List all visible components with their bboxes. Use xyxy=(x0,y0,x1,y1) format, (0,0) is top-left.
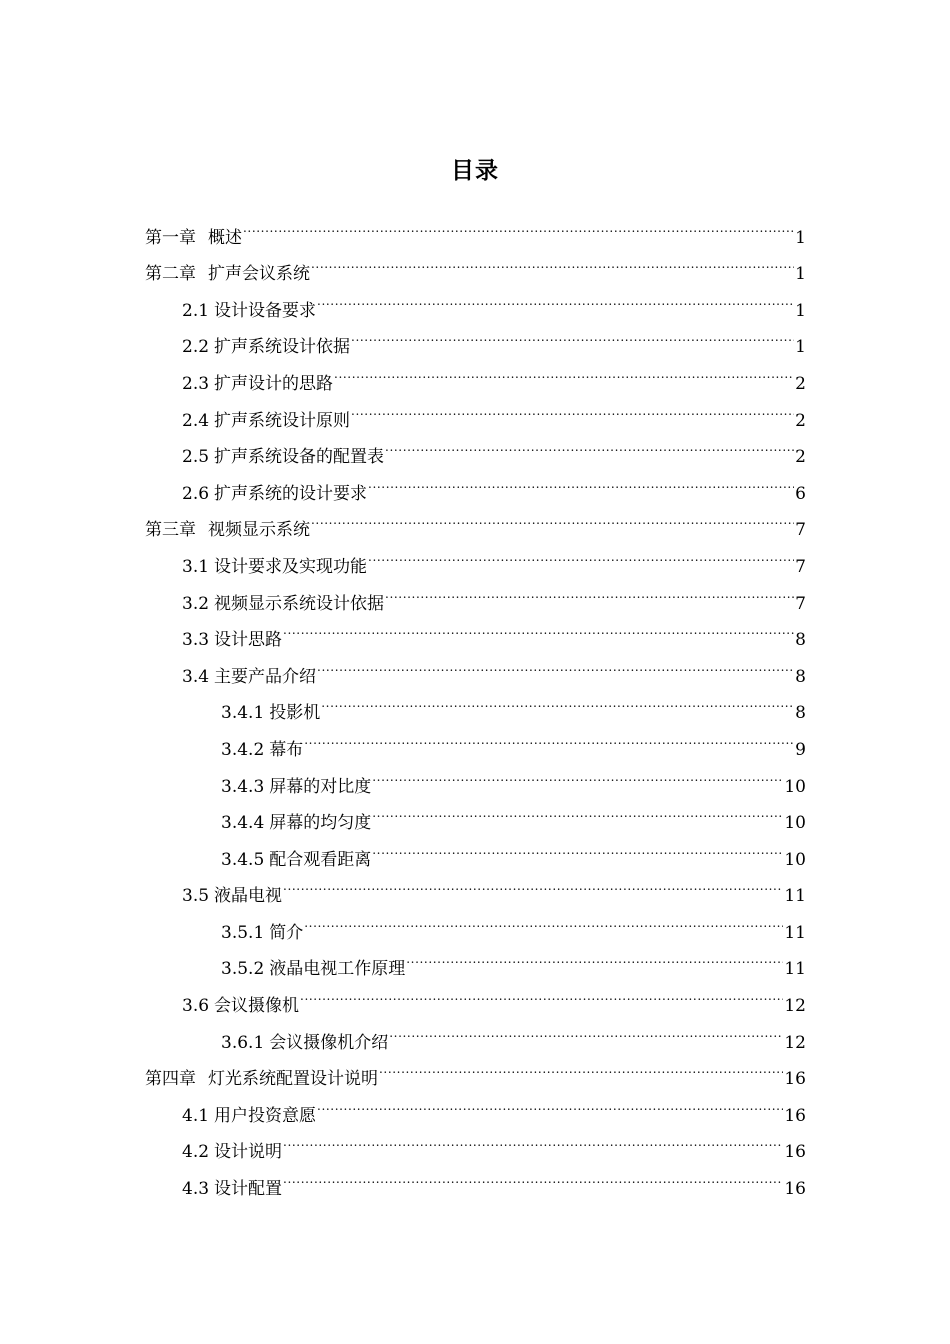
toc-entry-page: 11 xyxy=(784,922,806,943)
toc-leader-dots xyxy=(243,206,794,243)
toc-entry-page: 10 xyxy=(784,813,806,834)
toc-leader-dots xyxy=(317,279,794,316)
toc-entry-page: 16 xyxy=(784,1105,806,1126)
toc-entry-page: 1 xyxy=(795,264,806,285)
toc-entry-title: 扩声系统的设计要求 xyxy=(214,483,368,504)
toc-entry-page: 2 xyxy=(795,410,806,431)
toc-entry-number: 3.4.4 xyxy=(221,813,265,834)
toc-entry-page: 7 xyxy=(795,520,806,541)
toc-entry-title: 幕布 xyxy=(269,739,304,760)
toc-leader-dots xyxy=(379,1048,783,1085)
toc-entry-title: 扩声系统设计依据 xyxy=(214,337,351,358)
toc-leader-dots xyxy=(406,938,783,975)
toc-leader-dots xyxy=(283,609,794,646)
toc-entry-number: 3.2 xyxy=(182,593,210,614)
toc-title: 目录 xyxy=(451,158,499,184)
toc-entry-number: 2.4 xyxy=(182,410,210,431)
toc-entry-title: 扩声系统设备的配置表 xyxy=(214,447,385,468)
toc-entry-title: 扩声设计的思路 xyxy=(214,373,334,394)
toc-leader-dots xyxy=(351,389,794,426)
toc-leader-dots xyxy=(334,352,794,389)
toc-entry-title: 设计设备要求 xyxy=(214,300,317,321)
toc-entry-title: 视频显示系统设计依据 xyxy=(214,593,385,614)
toc-leader-dots xyxy=(283,1157,783,1194)
toc-list xyxy=(145,206,806,1200)
toc-entry-chapter-2[interactable] xyxy=(145,243,806,285)
toc-entry-title: 设计思路 xyxy=(214,630,283,651)
toc-entry-title: 液晶电视 xyxy=(214,886,283,907)
toc-leader-dots xyxy=(304,901,783,938)
toc-entry-number: 4.3 xyxy=(182,1179,210,1200)
toc-leader-dots xyxy=(283,1121,783,1158)
toc-leader-dots xyxy=(311,243,794,280)
toc-entry-page: 11 xyxy=(784,886,806,907)
toc-leader-dots xyxy=(372,792,783,829)
toc-entry-page: 1 xyxy=(795,337,806,358)
toc-entry-number: 2.6 xyxy=(182,483,210,504)
toc-entry-page: 8 xyxy=(795,630,806,651)
toc-entry-page: 9 xyxy=(795,739,806,760)
toc-leader-dots xyxy=(368,462,794,499)
toc-entry-title: 投影机 xyxy=(269,703,321,724)
toc-entry-title: 视频显示系统 xyxy=(208,520,310,541)
toc-entry-title: 配合观看距离 xyxy=(269,849,372,870)
toc-entry-page: 16 xyxy=(784,1179,806,1200)
toc-entry-number: 2.5 xyxy=(182,447,210,468)
toc-entry-page: 6 xyxy=(795,483,806,504)
toc-entry-title: 屏幕的对比度 xyxy=(269,776,372,797)
toc-entry-number: 3.1 xyxy=(182,556,210,577)
toc-entry-number: 2.3 xyxy=(182,373,210,394)
toc-entry-number: 3.5.1 xyxy=(221,922,265,943)
toc-entry-number: 3.4.3 xyxy=(221,776,265,797)
toc-leader-dots xyxy=(385,426,794,463)
toc-entry-number: 第四章 xyxy=(145,1069,196,1090)
toc-entry-page: 12 xyxy=(784,1032,806,1053)
toc-leader-dots xyxy=(317,1084,783,1121)
toc-entry-title: 简介 xyxy=(269,922,304,943)
toc-entry-number: 3.4.5 xyxy=(221,849,265,870)
toc-entry-page: 1 xyxy=(795,300,806,321)
toc-entry-number: 3.4.1 xyxy=(221,703,265,724)
toc-entry-page: 7 xyxy=(795,556,806,577)
toc-entry-title: 概述 xyxy=(208,227,242,248)
toc-entry-number: 3.4.2 xyxy=(221,739,265,760)
toc-entry-page: 2 xyxy=(795,447,806,468)
toc-entry-title: 灯光系统配置设计说明 xyxy=(208,1069,378,1090)
toc-entry-number: 3.3 xyxy=(182,630,210,651)
toc-entry-chapter-1[interactable] xyxy=(145,206,806,248)
toc-entry-number: 2.1 xyxy=(182,300,210,321)
toc-entry-page: 10 xyxy=(784,849,806,870)
toc-leader-dots xyxy=(304,718,794,755)
toc-entry-title: 用户投资意愿 xyxy=(214,1105,317,1126)
toc-entry-number: 第二章 xyxy=(145,264,196,285)
toc-entry-number: 3.4 xyxy=(182,666,210,687)
toc-entry-number: 3.5.2 xyxy=(221,959,265,980)
toc-leader-dots xyxy=(321,682,794,719)
toc-leader-dots xyxy=(311,499,794,536)
toc-entry-number: 3.6.1 xyxy=(221,1032,265,1053)
toc-entry-number: 4.1 xyxy=(182,1105,210,1126)
toc-entry-page: 7 xyxy=(795,593,806,614)
toc-entry-title: 扩声会议系统 xyxy=(208,264,310,285)
toc-leader-dots xyxy=(372,828,783,865)
toc-entry-page: 16 xyxy=(784,1142,806,1163)
toc-leader-dots xyxy=(389,1011,783,1048)
toc-leader-dots xyxy=(283,865,783,902)
toc-entry-title: 设计要求及实现功能 xyxy=(214,556,368,577)
toc-entry-title: 屏幕的均匀度 xyxy=(269,813,372,834)
toc-entry-page: 10 xyxy=(784,776,806,797)
toc-entry-number: 第三章 xyxy=(145,520,196,541)
toc-entry-number: 3.5 xyxy=(182,886,210,907)
toc-entry-number: 第一章 xyxy=(145,227,196,248)
toc-entry-page: 8 xyxy=(795,703,806,724)
toc-leader-dots xyxy=(300,974,783,1011)
toc-entry-title: 会议摄像机介绍 xyxy=(269,1032,389,1053)
toc-entry-title: 会议摄像机 xyxy=(214,996,300,1017)
toc-entry-title: 主要产品介绍 xyxy=(214,666,317,687)
toc-entry-page: 1 xyxy=(795,227,806,248)
toc-entry-page: 8 xyxy=(795,666,806,687)
toc-leader-dots xyxy=(372,755,783,792)
toc-entry-page: 2 xyxy=(795,373,806,394)
toc-entry-title: 设计配置 xyxy=(214,1179,283,1200)
toc-entry-number: 2.2 xyxy=(182,337,210,358)
toc-leader-dots xyxy=(317,645,794,682)
toc-entry-page: 16 xyxy=(784,1069,806,1090)
toc-entry-title: 扩声系统设计原则 xyxy=(214,410,351,431)
toc-entry-number: 4.2 xyxy=(182,1142,210,1163)
toc-entry-title: 设计说明 xyxy=(214,1142,283,1163)
toc-leader-dots xyxy=(385,572,794,609)
toc-entry-title: 液晶电视工作原理 xyxy=(269,959,406,980)
toc-entry-number: 3.6 xyxy=(182,996,210,1017)
toc-leader-dots xyxy=(368,535,794,572)
toc-leader-dots xyxy=(351,316,794,353)
toc-entry-page: 12 xyxy=(784,996,806,1017)
toc-entry-page: 11 xyxy=(784,959,806,980)
